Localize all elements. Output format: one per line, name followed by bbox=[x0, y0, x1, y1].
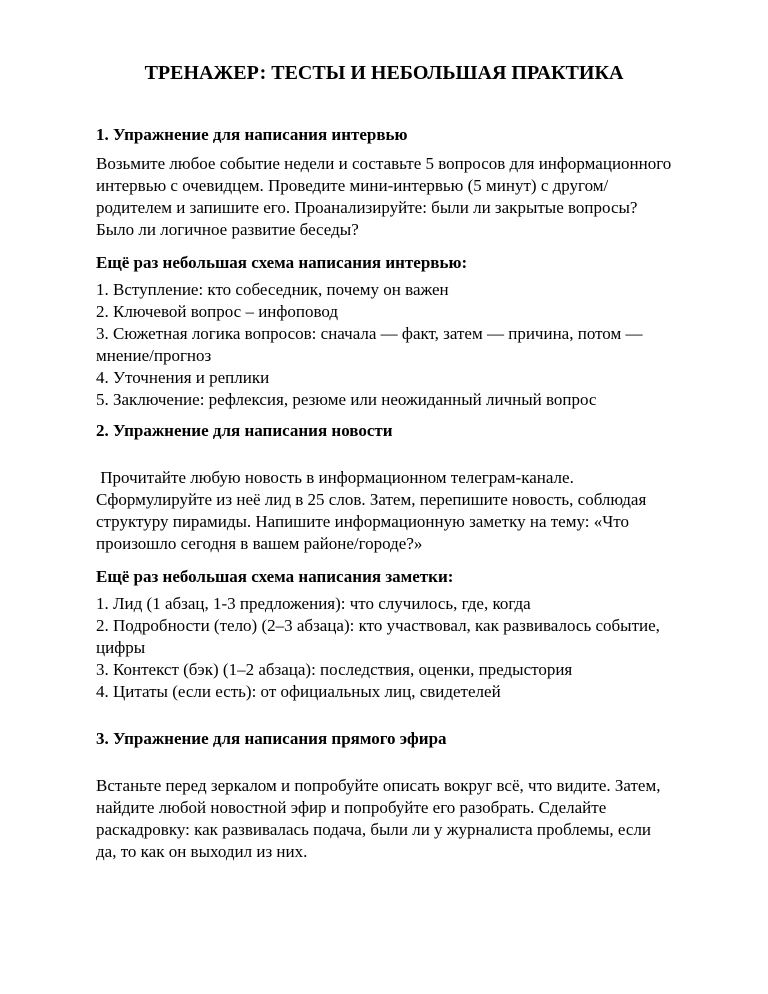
section-2-heading: 2. Упражнение для написания новости bbox=[96, 421, 393, 440]
section-interview bbox=[96, 124, 676, 411]
list-item: 3. Контекст (бэк) (1–2 абзаца): последствия, оценки, предыстория bbox=[96, 660, 573, 679]
list-item: 5. Заключение: рефлексия, резюме или неожиданный личный вопрос bbox=[96, 390, 597, 409]
list-item: 2. Ключевой вопрос – инфоповод bbox=[96, 302, 339, 321]
section-2-list bbox=[96, 593, 672, 703]
section-2-paragraph: Прочитайте любую новость в информационном телеграм-канале. Сформулируйте из неё лид в 25 слов. Затем, перепишите новость, соблюдая структуру пирамиды. Напишите информационную заметку на тему: «Что произошло сегодня в вашем районе/городе?» bbox=[96, 468, 651, 553]
list-item: 4. Цитаты (если есть): от официальных лиц, свидетелей bbox=[96, 682, 501, 701]
section-2-subheading: Ещё раз небольшая схема написания заметки: bbox=[96, 567, 454, 586]
list-item: 3. Сюжетная логика вопросов: сначала — факт, затем — причина, потом — мнение/прогноз bbox=[96, 324, 643, 365]
section-1-paragraph: Возьмите любое событие недели и составьте 5 вопросов для информационного интервью с очевидцем. Проведите мини-интервью (5 минут) с другом/родителем и запишите его. Проанализируйте: были ли закрытые вопросы? Было ли логичное развитие беседы? bbox=[96, 154, 676, 239]
section-3-paragraph: Встаньте перед зеркалом и попробуйте описать вокруг всё, что видите. Затем, найдите любой новостной эфир и попробуйте его разобрать. Сделайте раскадровку: как развивалась подача, были ли у журналиста проблемы, если да, то как он выходил из них. bbox=[96, 776, 665, 861]
section-1-heading: 1. Упражнение для написания интервью bbox=[96, 125, 408, 144]
section-1-subheading: Ещё раз небольшая схема написания интервью: bbox=[96, 253, 468, 272]
list-item: 1. Вступление: кто собеседник, почему он важен bbox=[96, 280, 449, 299]
section-1-list bbox=[96, 279, 672, 411]
list-item: 2. Подробности (тело) (2–3 абзаца): кто участвовал, как развивалось событие, цифры bbox=[96, 616, 660, 657]
list-item: 1. Лид (1 абзац, 1-3 предложения): что случилось, где, когда bbox=[96, 594, 531, 613]
section-3-heading: 3. Упражнение для написания прямого эфира bbox=[96, 729, 447, 748]
section-news bbox=[96, 420, 672, 703]
list-item: 4. Уточнения и реплики bbox=[96, 368, 270, 387]
document-title: ТРЕНАЖЕР: ТЕСТЫ И НЕБОЛЬШАЯ ПРАКТИКА bbox=[144, 62, 624, 84]
section-live-broadcast bbox=[96, 728, 672, 863]
